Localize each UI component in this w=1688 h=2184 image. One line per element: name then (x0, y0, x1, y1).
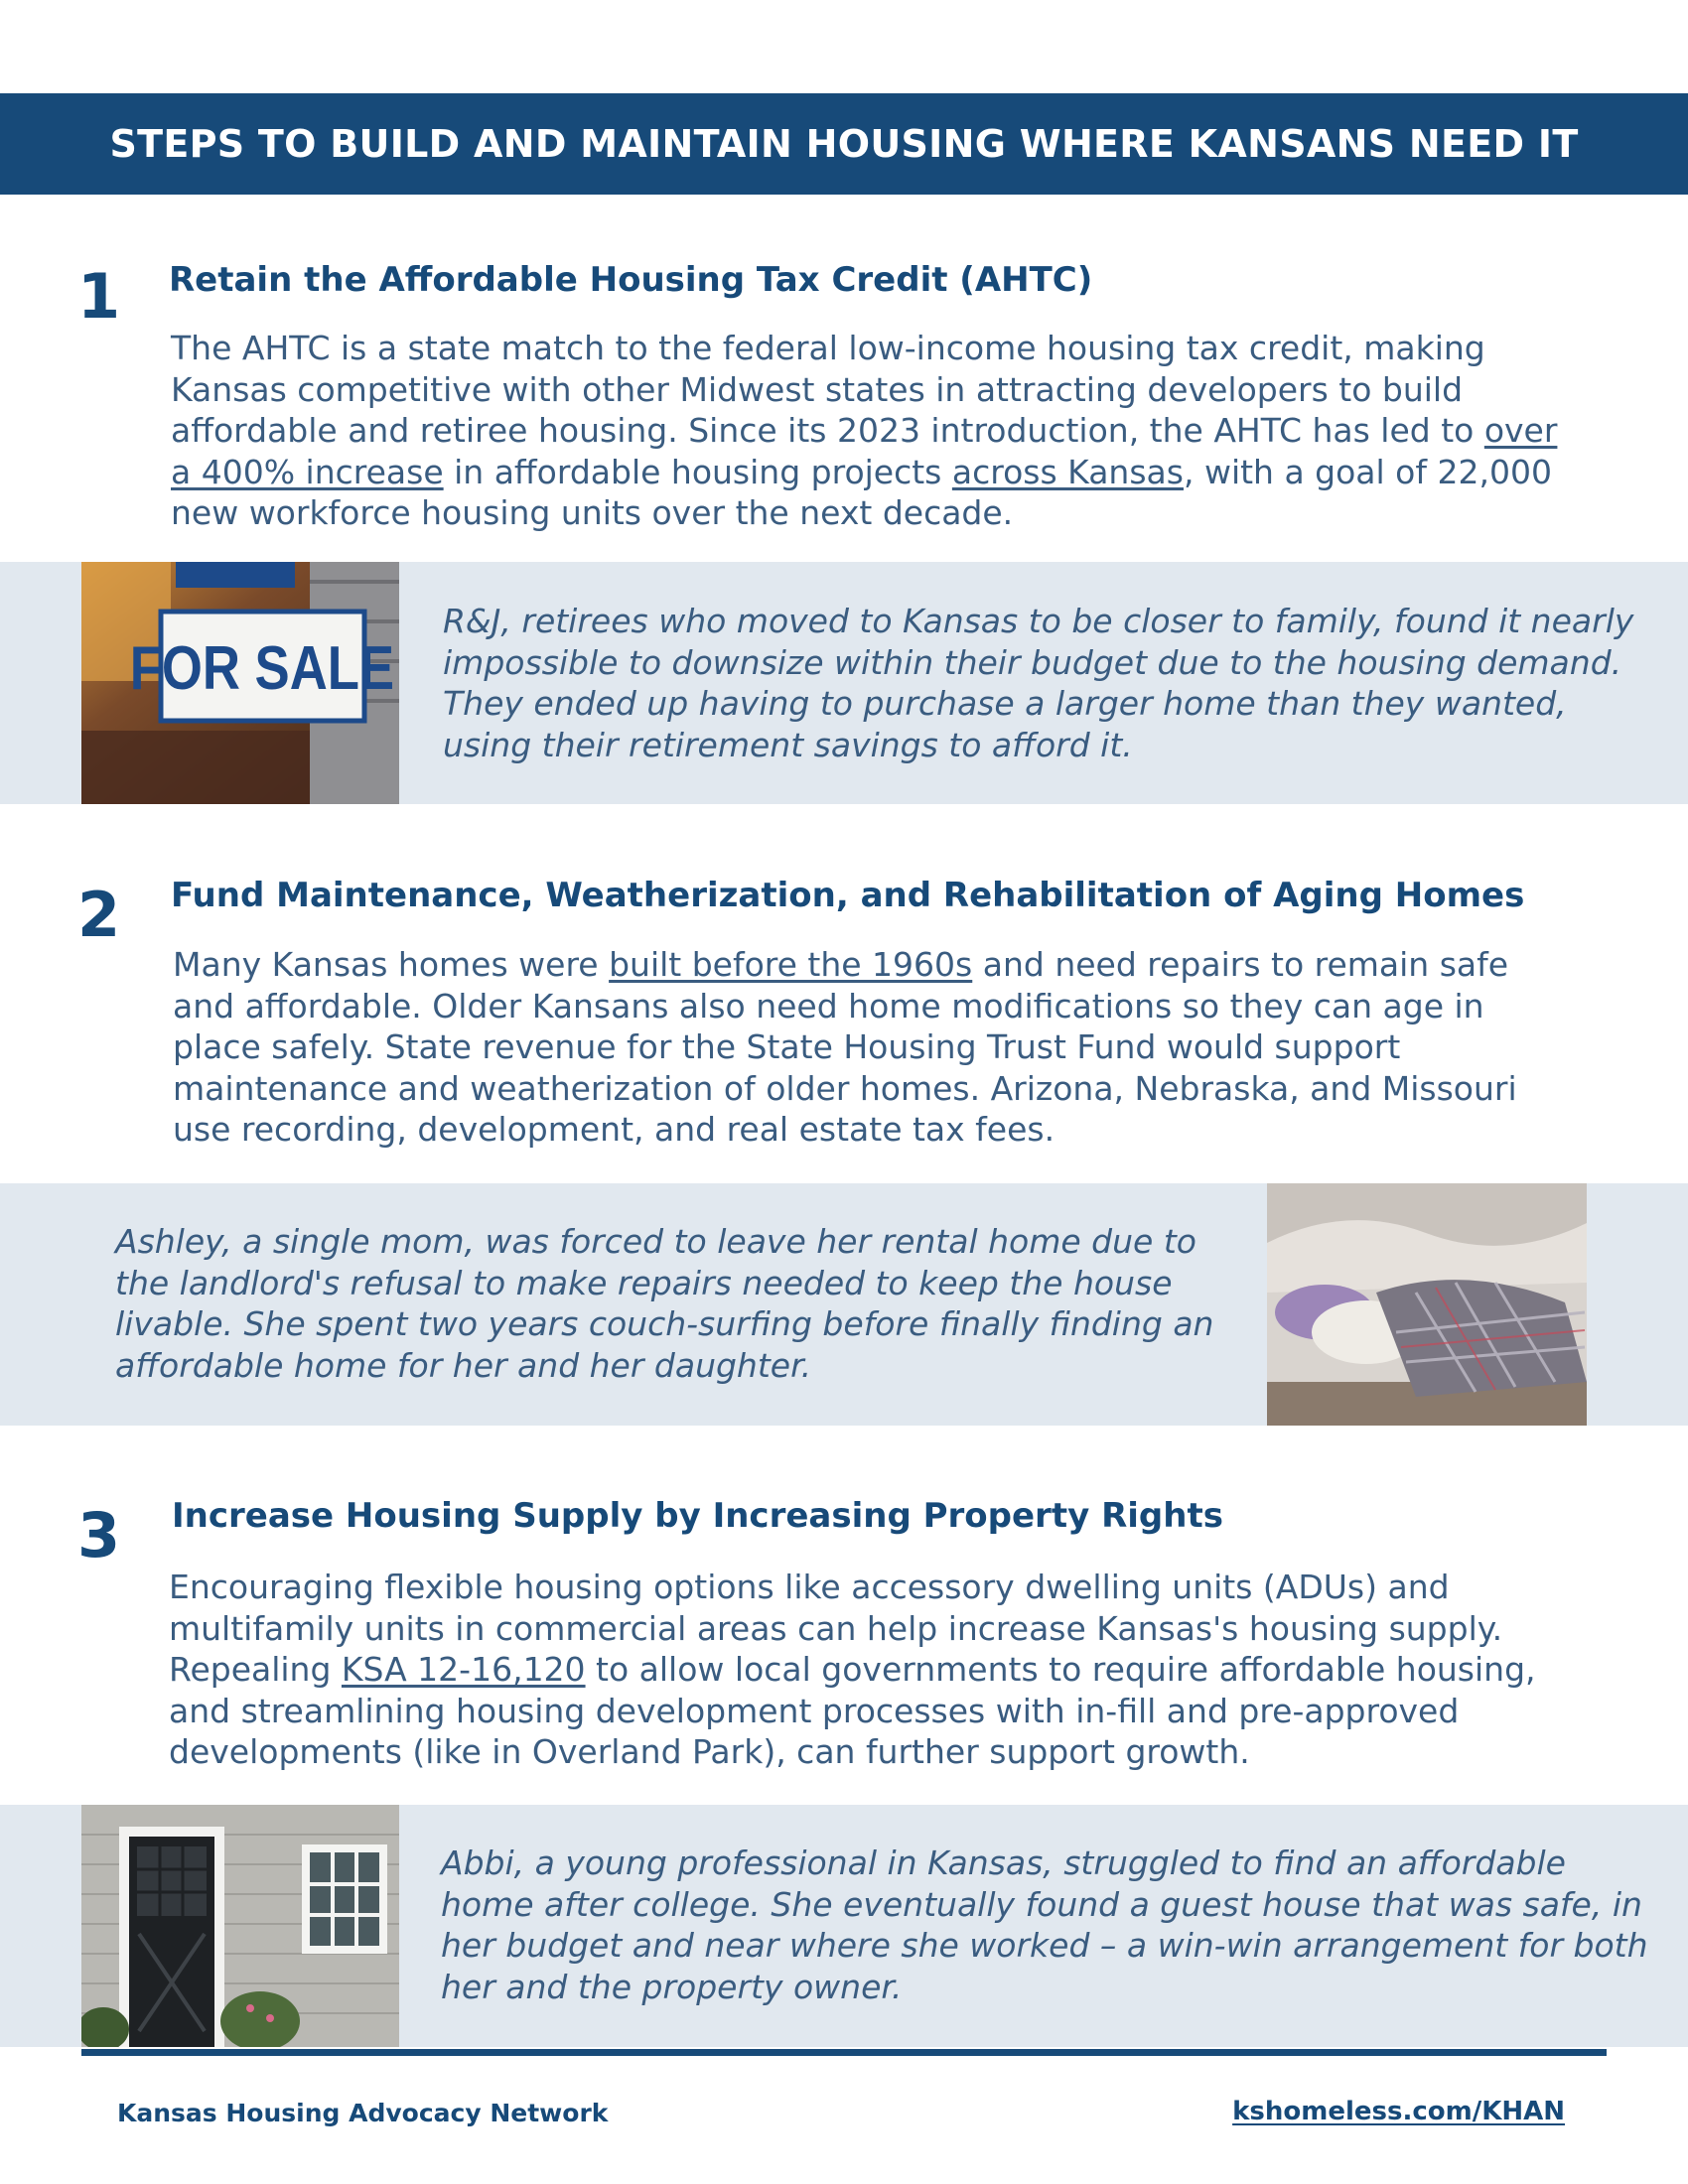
step-1-link-increase[interactable]: over a 400% increase (171, 411, 1558, 491)
step-3-body-text: Encouraging flexible housing options like accessory dwelling units (ADUs) and multifamily units in commercial areas can help increase Kansas's housing supply. Repealing (169, 1568, 1503, 1689)
step-1-body-text-3: , with a goal of 22,000 new workforce housing units over the next decade. (171, 452, 1552, 532)
step-1-story: R&J, retirees who moved to Kansas to be closer to family, found it nearly impossible to downsize within their budget due to the housing demand. They ended up having to purchase a larger home than they wanted, using their retirement savings to afford it. (443, 602, 1634, 764)
step-2-number: 2 (77, 879, 121, 951)
step-2-body (173, 944, 1573, 1151)
step-3-story: Abbi, a young professional in Kansas, struggled to find an affordable home after college. She eventually found a guest house that was safe, in her budget and near where she worked – a win-win arrangement for both her and the property owner. (441, 1843, 1648, 2006)
guest-house-door-photo (81, 1805, 399, 2047)
title-banner (0, 93, 1688, 195)
step-1-heading: Retain the Affordable Housing Tax Credit (AHTC) (169, 260, 1093, 300)
step-3-number: 3 (77, 1499, 121, 1571)
step-3-body (169, 1567, 1589, 1773)
step-1-number: 1 (77, 260, 121, 333)
step-3-link-ksa[interactable]: KSA 12-16,120 (341, 1650, 586, 1689)
step-1-link-across-kansas[interactable]: across Kansas (951, 452, 1184, 491)
for-sale-sign-photo (81, 562, 399, 804)
step-2-body-text: Many Kansas homes were (173, 945, 610, 984)
step-2-story: Ashley, a single mom, was forced to leave her rental home due to the landlord's refusal to make repairs needed to keep the house livable. She spent two years couch-surfing before finally finding an affordable home for her and her daughter. (115, 1222, 1214, 1385)
step-2-body-text-2: and need repairs to remain safe and affordable. Older Kansans also need home modifications so they can age in place safely. State revenue for the State Housing Trust Fund would support maintenance and weatherization of older homes. Arizona, Nebraska, and Missouri use recording, development, and real estate tax fees. (173, 945, 1517, 1149)
step-1-body-text: The AHTC is a state match to the federal low-income housing tax credit, making Kansas competitive with other Midwest states in attracting developers to build affordable and retiree housing. Since its 2023 introduction, the AHTC has led to (171, 329, 1485, 450)
step-3-body-text-2: to allow local governments to require affordable housing, and streamlining housing development processes with in-fill and pre-approved developments (like in Overland Park), can further support growth. (169, 1650, 1536, 1771)
step-2-link-1960s[interactable]: built before the 1960s (609, 945, 973, 984)
step-1-body (171, 328, 1581, 534)
step-3-heading: Increase Housing Supply by Increasing Property Rights (172, 1496, 1223, 1536)
footer-website-link[interactable]: kshomeless.com/KHAN (1232, 2097, 1565, 2126)
footer-rule (81, 2049, 1607, 2056)
for-sale-sign-text: FOR SALE (129, 634, 395, 704)
step-2-heading: Fund Maintenance, Weatherization, and Rehabilitation of Aging Homes (171, 876, 1525, 915)
page-title: STEPS TO BUILD AND MAINTAIN HOUSING WHERE KANSANS NEED IT (109, 122, 1579, 166)
couch-blanket-photo (1267, 1183, 1587, 1426)
footer-org-name: Kansas Housing Advocacy Network (117, 2099, 609, 2127)
step-1-body-text-2: in affordable housing projects (443, 452, 952, 491)
